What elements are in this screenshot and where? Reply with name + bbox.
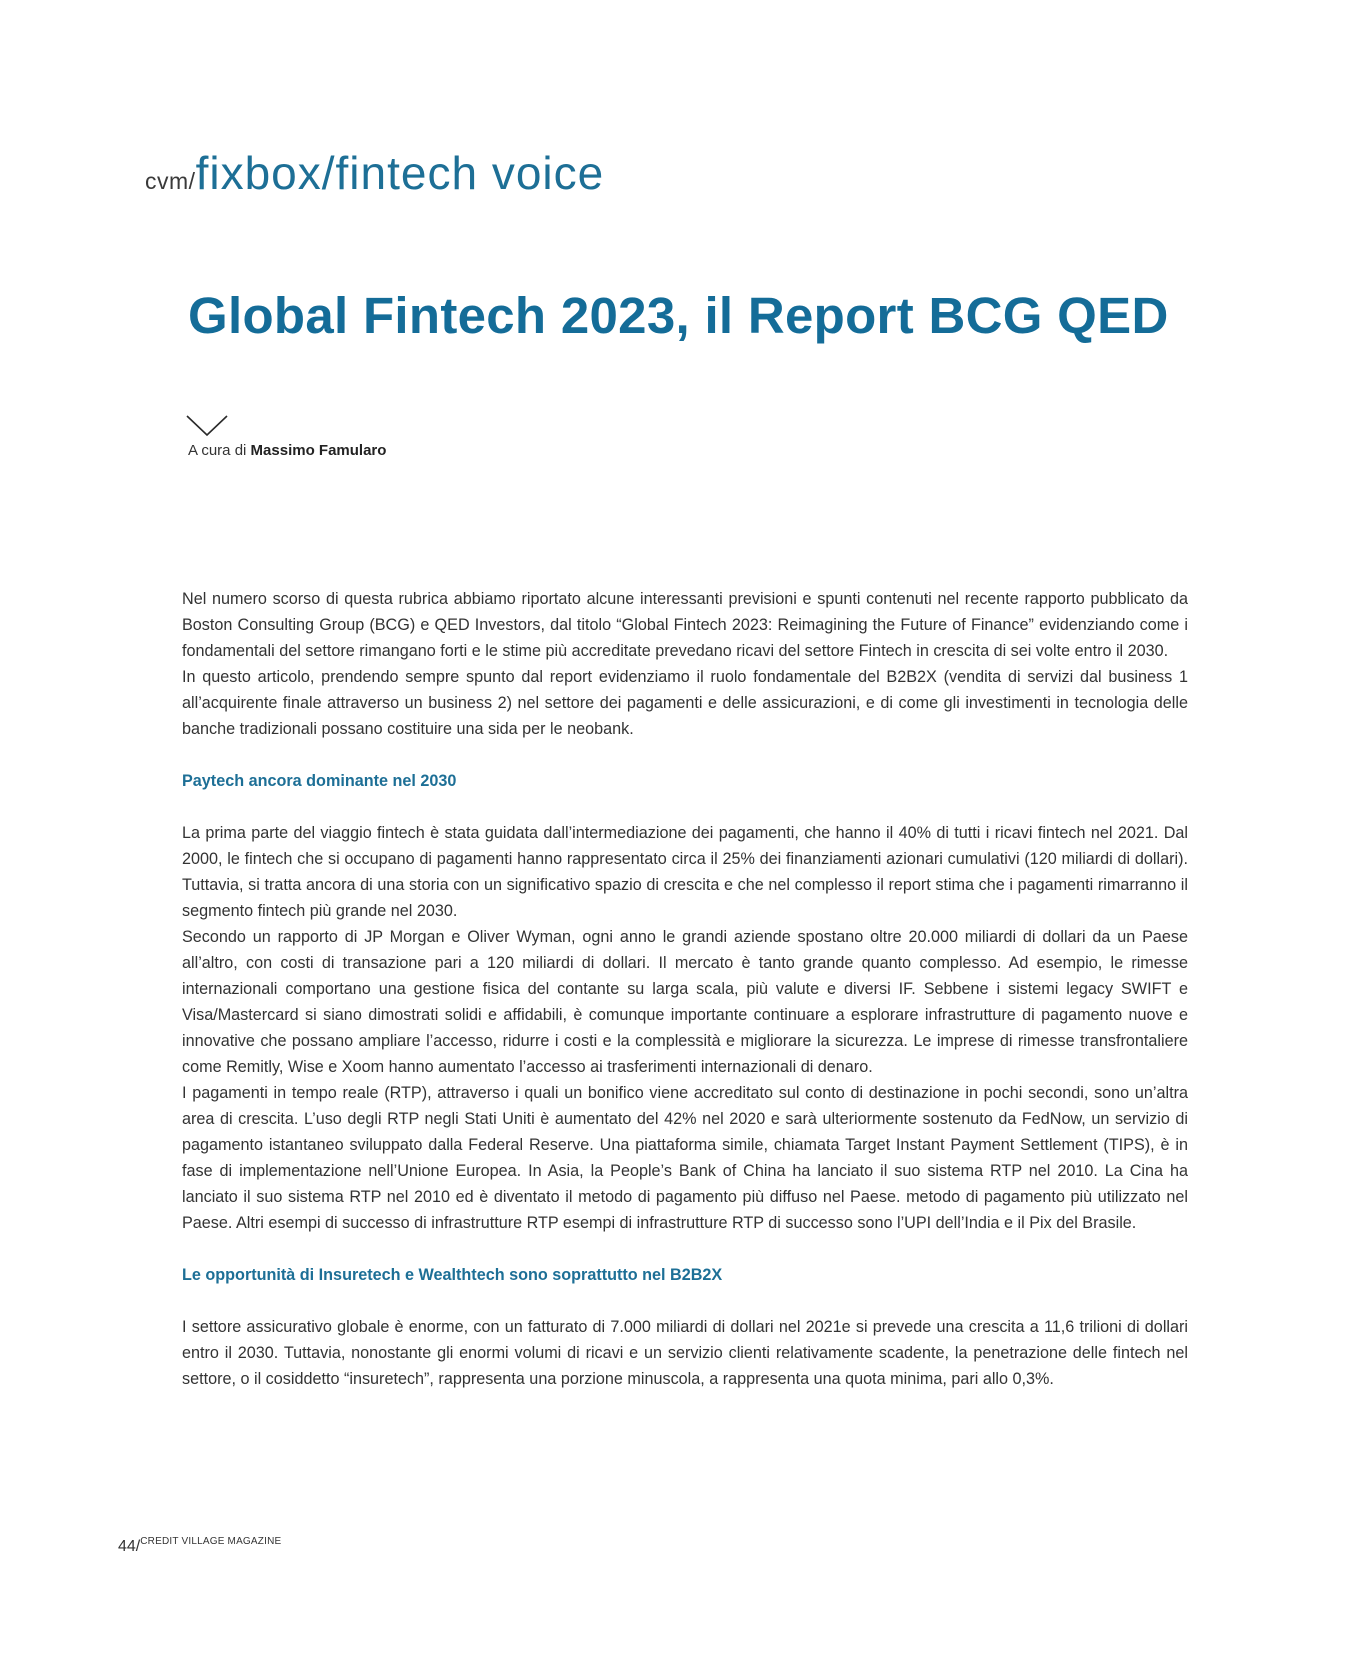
footer-slash: / [135, 1538, 141, 1555]
article-title: Global Fintech 2023, il Report BCG QED [188, 287, 1169, 344]
body-paragraph: Secondo un rapporto di JP Morgan e Oliver Wyman, ogni anno le grandi aziende spostano oltre 20.000 miliardi di dollari da un Paese all’altro, con costi di transazione pari a 120 miliardi di dollari. Il mercato è tanto grande quanto complesso. Ad esempio, le rimesse internazionali comportano una gestione fisica del contante su larga scala, più valute e diversi IF. Sebbene i sistemi legacy SWIFT e Visa/Mastercard si siano dimostrati solidi e affidabili, è comunque importante continuare a esplorare infrastrutture di pagamento nuove e innovative che possano ampliare l’accesso, ridurre i costi e la complessità e migliorare la sicurezza. Le imprese di rimesse transfrontaliere come Remitly, Wise e Xoom hanno aumentato l’accesso ai trasferimenti internazionali di denaro. [182, 928, 1188, 1076]
body-paragraph: I settore assicurativo globale è enorme, con un fatturato di 7.000 miliardi di dollari nel 2021e si prevede una crescita a 11,6 trilioni di dollari entro il 2030. Tuttavia, nonostante gli enormi volumi di ricavi e un servizio clienti relativamente scadente, la penetrazione delle fintech nel settore, o il cosiddetto “insuretech”, rappresenta una porzione minuscola, a rappresenta una quota minima, pari allo 0,3%. [182, 1318, 1188, 1388]
kicker-section: fixbox/fintech voice [195, 147, 605, 199]
page-number: 44 [118, 1538, 136, 1555]
byline-author: Massimo Famularo [250, 442, 387, 459]
magazine-name: CREDIT VILLAGE MAGAZINE [140, 1536, 282, 1547]
section-kicker [145, 146, 604, 200]
page-footer [118, 1538, 281, 1556]
chevron-down-icon [186, 414, 228, 438]
kicker-prefix: cvm/ [145, 168, 196, 194]
byline-prefix: A cura di [188, 442, 251, 459]
body-paragraph: La prima parte del viaggio fintech è stata guidata dall’intermediazione dei pagamenti, che hanno il 40% di tutti i ricavi fintech nel 2021. Dal 2000, le fintech che si occupano di pagamenti hanno rappresentato circa il 25% dei finanziamenti azionari cumulativi (120 miliardi di dollari). Tuttavia, si tratta ancora di una storia con un significativo spazio di crescita e che nel complesso il report stima che i pagamenti rimarranno il segmento fintech più grande nel 2030. [182, 824, 1188, 920]
body-paragraph: I pagamenti in tempo reale (RTP), attraverso i quali un bonifico viene accreditato sul conto di destinazione in pochi secondi, sono un’altra area di crescita. L’uso degli RTP negli Stati Uniti è aumentato del 42% nel 2020 e sarà ulteriormente sostenuto da FedNow, un servizio di pagamento istantaneo sviluppato dalla Federal Reserve. Una piattaforma simile, chiamata Target Instant Payment Settlement (TIPS), è in fase di implementazione nell’Unione Europea. In Asia, la People’s Bank of China ha lanciato il suo sistema RTP nel 2010. La Cina ha lanciato il suo sistema RTP nel 2010 ed è diventato il metodo di pagamento più diffuso nel Paese. metodo di pagamento più utilizzato nel Paese. Altri esempi di successo di infrastrutture RTP esempi di infrastrutture RTP di successo sono l’UPI dell’India e il Pix del Brasile. [182, 1084, 1188, 1232]
section-heading-paytech: Paytech ancora dominante nel 2030 [182, 772, 457, 790]
section-heading-insuretech: Le opportunità di Insuretech e Wealthtech sono soprattutto nel B2B2X [182, 1266, 723, 1284]
byline [188, 442, 386, 459]
intro-paragraph: Nel numero scorso di questa rubrica abbiamo riportato alcune interessanti previsioni e spunti contenuti nel recente rapporto pubblicato da Boston Consulting Group (BCG) e QED Investors, dal titolo “Global Fintech 2023: Reimagining the Future of Finance” evidenziando come i fondamentali del settore rimangano forti e le stime più accreditate prevedano ricavi del settore Fintech in crescita di sei volte entro il 2030. [182, 590, 1188, 660]
intro-paragraph: In questo articolo, prendendo sempre spunto dal report evidenziamo il ruolo fondamentale del B2B2X (vendita di servizi dal business 1 all’acquirente finale attraverso un business 2) nel settore dei pagamenti e delle assicurazioni, e di come gli investimenti in tecnologia delle banche tradizionali possano costituire una sida per le neobank. [182, 668, 1188, 738]
article-body [182, 586, 1188, 1392]
